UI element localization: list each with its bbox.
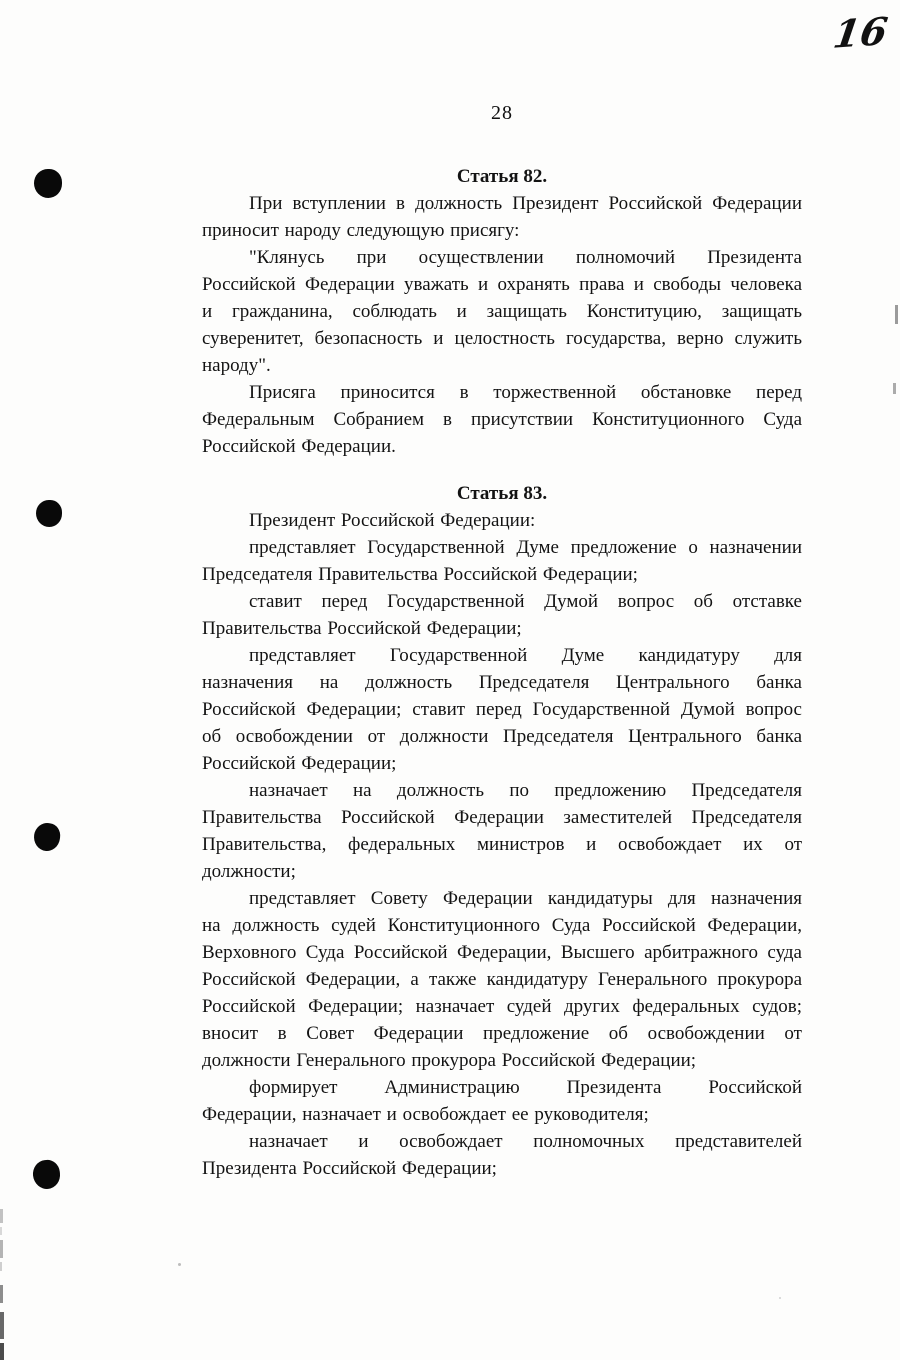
text-line: представляет Государственной Думе кандидатуру для — [249, 645, 802, 666]
paragraph — [202, 777, 802, 885]
text-block — [202, 163, 802, 1182]
paragraph — [202, 588, 802, 642]
scan-edge-artifact — [0, 1285, 3, 1303]
text-line: должности Генерального прокурора Российской Федерации; — [202, 1050, 697, 1071]
text-line: представляет Государственной Думе предложение о назначении — [249, 537, 802, 558]
text-line: и гражданина, соблюдать и защищать Конституцию, защищать — [202, 301, 802, 322]
text-line: Российской Федерации; назначает судей других федеральных судов; — [202, 996, 802, 1017]
text-line: об освобождении от должности Председателя Центрального банка — [202, 726, 802, 747]
handwritten-sheet-number: 16 — [830, 8, 891, 57]
scan-edge-artifact — [895, 305, 898, 324]
paragraph — [202, 244, 802, 379]
scan-edge-artifact — [0, 1343, 4, 1360]
paragraph — [202, 885, 802, 1074]
article-heading: Статья 82. — [456, 166, 548, 187]
paragraph — [202, 190, 802, 244]
scan-edge-artifact — [893, 383, 896, 394]
text-line: Федерации, назначает и освобождает ее руководителя; — [202, 1104, 649, 1125]
text-line: Федеральным Собранием в присутствии Конституционного Суда — [202, 409, 802, 430]
text-line: Правительства Российской Федерации заместителей Председателя — [202, 807, 802, 828]
text-line: Правительства Российской Федерации; — [202, 618, 522, 639]
text-line: назначения на должность Председателя Центрального банка — [202, 672, 802, 693]
text-line: ставит перед Государственной Думой вопрос об отставке — [249, 591, 802, 612]
text-line: Присяга приносится в торжественной обстановке перед — [249, 382, 802, 403]
page-number: 28 — [491, 102, 513, 124]
text-line: вносит в Совет Федерации предложение об освобождении от — [202, 1023, 802, 1044]
text-line: суверенитет, безопасность и целостность государства, верно служить — [202, 328, 802, 349]
text-line: При вступлении в должность Президент Российской Федерации — [249, 193, 802, 214]
text-line: "Клянусь при осуществлении полномочий Президента — [249, 247, 802, 268]
article-heading: Статья 83. — [456, 483, 548, 504]
text-line: Российской Федерации; — [202, 753, 397, 774]
scan-edge-artifact — [0, 1262, 2, 1271]
scan-edge-artifact — [0, 1227, 2, 1235]
text-line: Российской Федерации; ставит перед Государственной Думой вопрос — [202, 699, 802, 720]
binder-hole-dot — [32, 821, 62, 852]
text-line: представляет Совету Федерации кандидатуры для назначения — [249, 888, 802, 909]
text-line: Правительства, федеральных министров и освобождает их от — [202, 834, 802, 855]
paragraph — [202, 507, 802, 534]
text-line: Российской Федерации уважать и охранять права и свободы человека — [202, 274, 802, 295]
paragraph — [202, 379, 802, 460]
paragraph — [202, 642, 802, 777]
scan-speck — [178, 1263, 181, 1266]
text-line: назначает на должность по предложению Председателя — [249, 780, 802, 801]
text-line: формирует Администрацию Президента Российской — [249, 1077, 802, 1098]
text-line: Президент Российской Федерации: — [249, 510, 536, 531]
text-line: Верховного Суда Российской Федерации, Высшего арбитражного суда — [202, 942, 802, 963]
article — [202, 480, 802, 1182]
text-line: должности; — [202, 861, 296, 882]
text-line: назначает и освобождает полномочных представителей — [249, 1131, 802, 1152]
scan-edge-artifact — [0, 1240, 3, 1258]
scan-edge-artifact — [0, 1312, 4, 1339]
scan-edge-artifact — [0, 1209, 3, 1223]
scan-speck — [779, 1297, 781, 1299]
binder-hole-dot — [34, 169, 62, 198]
text-line: Президента Российской Федерации; — [202, 1158, 497, 1179]
binder-hole-dot — [36, 500, 62, 527]
text-line: Российской Федерации, а также кандидатуру Генерального прокурора — [202, 969, 802, 990]
text-line: приносит народу следующую присягу: — [202, 220, 520, 241]
paragraph — [202, 1128, 802, 1182]
text-line: на должность судей Конституционного Суда Российской Федерации, — [202, 915, 802, 936]
text-line: народу". — [202, 355, 271, 376]
text-line: Председателя Правительства Российской Федерации; — [202, 564, 638, 585]
binder-hole-dot — [32, 1159, 62, 1191]
article — [202, 163, 802, 460]
text-line: Российской Федерации. — [202, 436, 396, 457]
paragraph — [202, 534, 802, 588]
paragraph — [202, 1074, 802, 1128]
